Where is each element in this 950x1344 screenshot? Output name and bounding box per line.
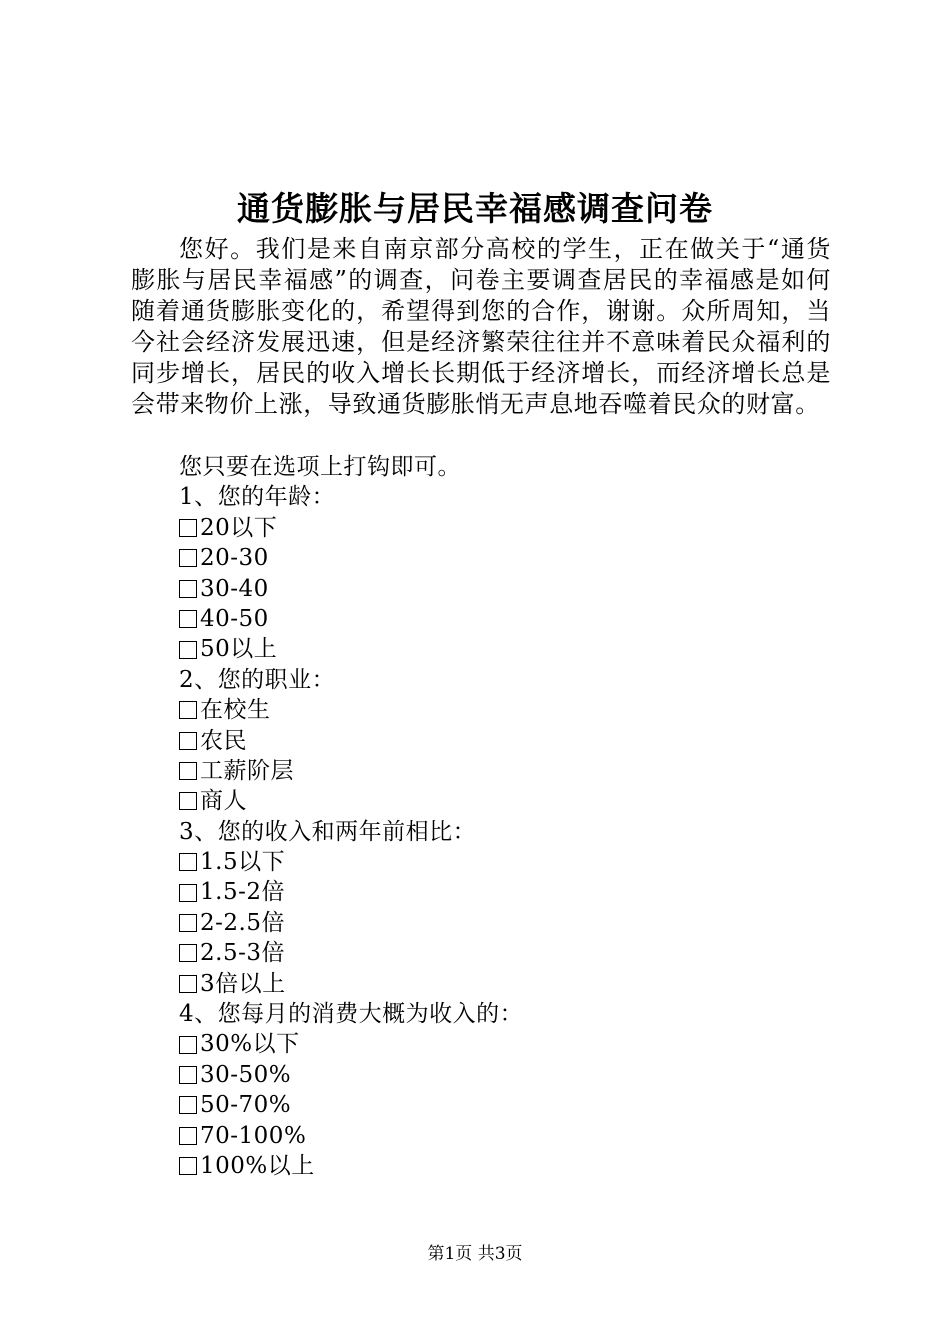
checkbox-icon[interactable] xyxy=(179,884,197,902)
option-q2-2[interactable] xyxy=(179,726,819,756)
checkbox-icon[interactable] xyxy=(179,975,197,993)
option-label: 工薪阶层 xyxy=(200,757,294,784)
checkbox-icon[interactable] xyxy=(179,701,197,719)
option-q3-4[interactable] xyxy=(179,938,819,968)
option-label: 70-100% xyxy=(200,1122,307,1149)
option-q4-4[interactable] xyxy=(179,1121,819,1151)
option-label: 20以下 xyxy=(200,514,278,541)
checkbox-icon[interactable] xyxy=(179,1127,197,1145)
question-3: 3、您的收入和两年前相比： xyxy=(179,818,477,845)
option-q2-3[interactable] xyxy=(179,756,819,786)
option-label: 2-2.5倍 xyxy=(200,909,285,936)
option-q1-3[interactable] xyxy=(179,574,819,604)
option-label: 50以上 xyxy=(200,636,278,663)
checkbox-icon[interactable] xyxy=(179,641,197,659)
option-q3-2[interactable] xyxy=(179,877,819,907)
checkbox-icon[interactable] xyxy=(179,1096,197,1114)
option-q4-5[interactable] xyxy=(179,1151,819,1181)
option-q2-4[interactable] xyxy=(179,786,819,816)
option-q3-3[interactable] xyxy=(179,908,819,938)
checkbox-icon[interactable] xyxy=(179,519,197,537)
option-label: 商人 xyxy=(200,788,247,815)
option-label: 40-50 xyxy=(200,605,269,632)
question-2: 2、您的职业： xyxy=(179,666,336,693)
question-4: 4、您每月的消费大概为收入的： xyxy=(179,1001,524,1028)
option-q4-3[interactable] xyxy=(179,1090,819,1120)
option-label: 3倍以上 xyxy=(200,970,286,997)
option-label: 30-50% xyxy=(200,1061,292,1088)
option-q1-5[interactable] xyxy=(179,634,819,664)
checkbox-icon[interactable] xyxy=(179,580,197,598)
option-q4-1[interactable] xyxy=(179,1029,819,1059)
option-label: 50-70% xyxy=(200,1092,292,1119)
option-q3-5[interactable] xyxy=(179,969,819,999)
option-label: 1.5以下 xyxy=(200,849,286,876)
page-footer: 第1页 共3页 xyxy=(427,1244,523,1264)
option-q1-4[interactable] xyxy=(179,604,819,634)
checkbox-icon[interactable] xyxy=(179,549,197,567)
option-q4-2[interactable] xyxy=(179,1060,819,1090)
checkbox-icon[interactable] xyxy=(179,610,197,628)
checkbox-icon[interactable] xyxy=(179,1036,197,1054)
option-label: 100%以上 xyxy=(200,1152,315,1179)
checkbox-icon[interactable] xyxy=(179,732,197,750)
instruction-text: 您只要在选项上打钩即可。 xyxy=(179,454,461,480)
option-label: 1.5-2倍 xyxy=(200,879,285,906)
option-label: 在校生 xyxy=(200,697,271,724)
checkbox-icon[interactable] xyxy=(179,1157,197,1175)
option-label: 2.5-3倍 xyxy=(200,940,285,967)
question-1: 1、您的年龄： xyxy=(179,484,336,511)
option-q1-1[interactable] xyxy=(179,513,819,543)
option-q3-1[interactable] xyxy=(179,847,819,877)
checkbox-icon[interactable] xyxy=(179,762,197,780)
checkbox-icon[interactable] xyxy=(179,944,197,962)
checkbox-icon[interactable] xyxy=(179,853,197,871)
option-label: 农民 xyxy=(200,727,247,754)
questionnaire-body xyxy=(179,452,819,1181)
checkbox-icon[interactable] xyxy=(179,1066,197,1084)
option-q1-2[interactable] xyxy=(179,543,819,573)
checkbox-icon[interactable] xyxy=(179,914,197,932)
option-label: 30-40 xyxy=(200,575,269,602)
option-label: 20-30 xyxy=(200,545,269,572)
option-label: 30%以下 xyxy=(200,1031,300,1058)
document-title: 通货膨胀与居民幸福感调查问卷 xyxy=(237,189,713,228)
checkbox-icon[interactable] xyxy=(179,792,197,810)
option-q2-1[interactable] xyxy=(179,695,819,725)
intro-paragraph: 您好。我们是来自南京部分高校的学生，正在做关于“通货膨胀与居民幸福感”的调查，问卷主要调查居民的幸福感是如何随着通货膨胀变化的，希望得到您的合作，谢谢。众所周知，当今社会经济发展迅速，但是经济繁荣往往并不意味着民众福利的同步增长，居民的收入增长长期低于经济增长，而经济增长总是会带来物价上涨，导致通货膨胀悄无声息地吞噬着民众的财富。 xyxy=(131,235,831,418)
